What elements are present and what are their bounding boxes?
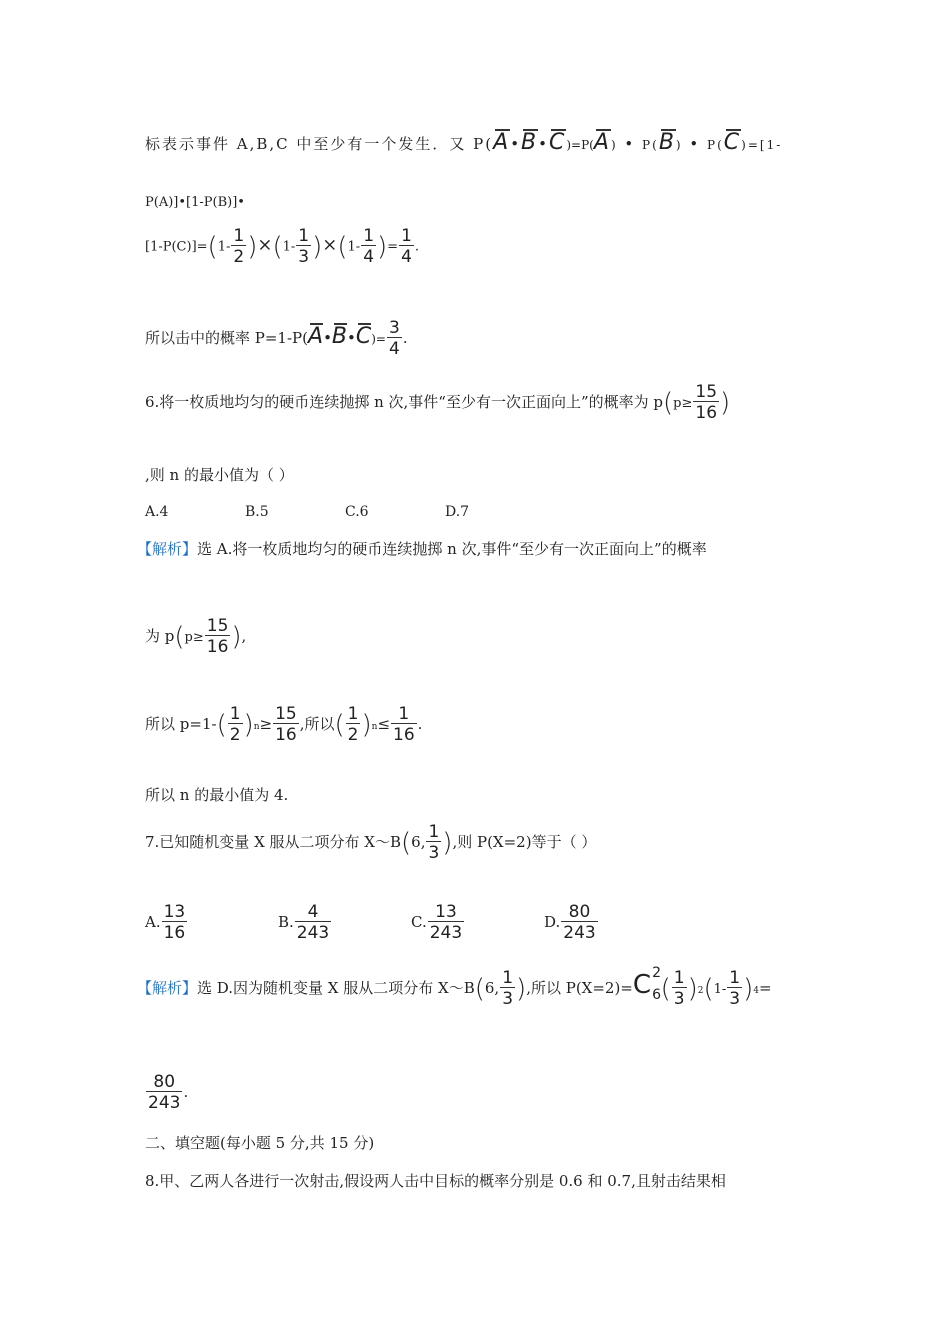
fraction: $\frac{3}{4}$ [389,318,400,359]
a-bar: A [593,130,611,155]
question-8: 8.甲、乙两人各进行一次射击,假设两人击中目标的概率分别是 0.6 和 0.7,且射击结果相 [145,1172,726,1190]
solution-line-2: P(A)]•[1-P(B)]• [145,195,245,210]
text: ≥ [259,715,273,733]
question-7: 7.已知随机变量 X 服从二项分布 X～B(6, $\frac{1}{3}$ ),则 P(X=2)等于（ ） [145,822,597,863]
analysis-7-result [145,1074,188,1112]
dot: • [624,135,636,153]
option-d: D. $\frac{80}{243}$ [544,902,596,943]
option-c: C. $\frac{13}{243}$ [411,902,463,943]
text: 标表示事件 A,B,C 中至少有一个发生．又 P( [145,135,494,153]
fraction: $\frac{1}{2}$ [233,226,245,267]
text: )=[1- [741,138,783,152]
dot: • [689,135,701,153]
times: × [322,234,338,256]
text: ,所以 [299,715,335,733]
fraction: $\frac{1}{16}$ [393,704,415,745]
times: × [257,234,273,256]
analysis-tag: 【解析】 [137,540,198,558]
fraction: $\frac{1}{3}$ [729,968,741,1009]
c-bar: C [723,130,742,155]
text: 1- [347,239,361,255]
solution-line-3: [1-P(C)]=(1- $\frac{1}{2}$ )×(1- $\frac{1}{3}$ )×(1- $\frac{1}{4}$ )= $\frac{1}{4}$ . [145,226,420,267]
exponent: n [253,722,260,732]
question-6-options [145,505,469,519]
text: 6, [484,979,500,997]
text: . [414,239,420,255]
fraction: $\frac{15}{16}$ [695,382,718,423]
text: [1-P(C)]= [145,239,208,255]
option-d: D.7 [445,504,470,520]
fraction: $\frac{15}{16}$ [206,616,229,657]
question-7-options [145,904,599,942]
solution-line-4 [145,320,408,358]
text: ) [675,138,683,152]
text: ,则 P(X=2)等于（ ） [452,833,597,851]
analysis-tag: 【解析】 [137,979,198,997]
text: P( [642,138,659,152]
dot: • [347,329,356,347]
option-c: C.6 [345,504,369,520]
text: 选 D.因为随机变量 X 服从二项分布 X～B [197,979,475,997]
b-bar: B [331,324,348,349]
question-6-cont: ,则 n 的最小值为（ ） [145,466,294,484]
text: 1- [217,239,231,255]
text: = [387,239,399,255]
fraction: $\frac{15}{16}$ [275,704,297,745]
fraction: $\frac{1}{3}$ [298,226,310,267]
text: 为 p [145,627,175,645]
text: = [759,979,772,997]
c-bar: C [549,130,567,155]
analysis-6-line-2: 为 p(p≥ $\frac{15}{16}$ ), [145,616,247,657]
option-a: A. $\frac{13}{16}$ [145,902,186,943]
fraction: $\frac{1}{3}$ [428,822,440,863]
fraction: $\frac{80}{243}$ [148,1072,181,1113]
exponent: 2 [697,986,704,996]
solution-line-1 [145,132,782,154]
exponent: n [371,722,378,732]
text: . [183,1083,189,1101]
text: 1- [282,239,296,255]
text: ) [610,138,618,152]
dot: • [323,329,332,347]
text: 选 A.将一枚质地均匀的硬币连续抛掷 n 次,事件“至少有一次正面向上”的概率 [197,540,707,558]
option-b: B.5 [245,504,269,520]
text: p≥ [184,630,204,645]
text: ,所以 P(X=2)= [526,979,633,997]
dot: • [538,135,549,153]
analysis-7: 【解析】选 D.因为随机变量 X 服从二项分布 X～B(6, $\frac{1}{3}$ ),所以 P(X=2)=C 2 6 ( $\frac{1}{3}$ )2(1- $\frac{1}{3}$ )4= [137,965,772,1009]
analysis-6-line-4: 所以 n 的最小值为 4. [145,786,289,804]
b-bar: B [658,130,676,155]
option-b: B. $\frac{4}{243}$ [278,902,330,943]
fraction: $\frac{1}{2}$ [347,704,359,745]
text: 7.已知随机变量 X 服从二项分布 X～B [145,833,401,851]
text: 6.将一枚质地均匀的硬币连续抛掷 n 次,事件“至少有一次正面向上”的概率为 p [145,393,663,411]
text: 1- [713,982,727,997]
analysis-6-line-3: 所以 p=1-( $\frac{1}{2}$ )n≥ $\frac{15}{16}$ ,所以( $\frac{1}{2}$ )n≤ $\frac{1}{16}$ . [145,704,423,745]
text: . [402,329,408,347]
a-bar: A [308,324,324,349]
c-bar: C [355,324,372,349]
analysis-6 [137,542,707,557]
fraction: $\frac{1}{3}$ [502,968,514,1009]
text: )= [371,332,386,346]
b-bar: B [521,130,539,155]
text: )=P( [566,138,594,152]
section-2-heading: 二、填空题(每小题 5 分,共 15 分) [145,1134,375,1152]
text: ≤ [377,715,391,733]
option-a: A.4 [145,504,169,520]
a-bar: A [493,130,511,155]
text: 所以 p=1- [145,715,217,733]
exponent: 4 [753,986,760,996]
text: , [241,627,247,645]
text: p≥ [673,396,693,411]
text: P( [707,138,724,152]
dot: • [510,135,522,153]
question-6: 6.将一枚质地均匀的硬币连续抛掷 n 次,事件“至少有一次正面向上”的概率为 p(p≥ $\frac{15}{16}$ ) [145,382,731,423]
text: 6, [411,833,426,851]
text: 所以击中的概率 P=1-P( [145,329,308,347]
fraction: $\frac{1}{2}$ [229,704,241,745]
combination: C 2 6 [632,965,662,1003]
fraction: $\frac{1}{4}$ [401,226,412,267]
text: . [417,715,423,733]
fraction: $\frac{1}{3}$ [673,968,685,1009]
fraction: $\frac{1}{4}$ [363,226,375,267]
